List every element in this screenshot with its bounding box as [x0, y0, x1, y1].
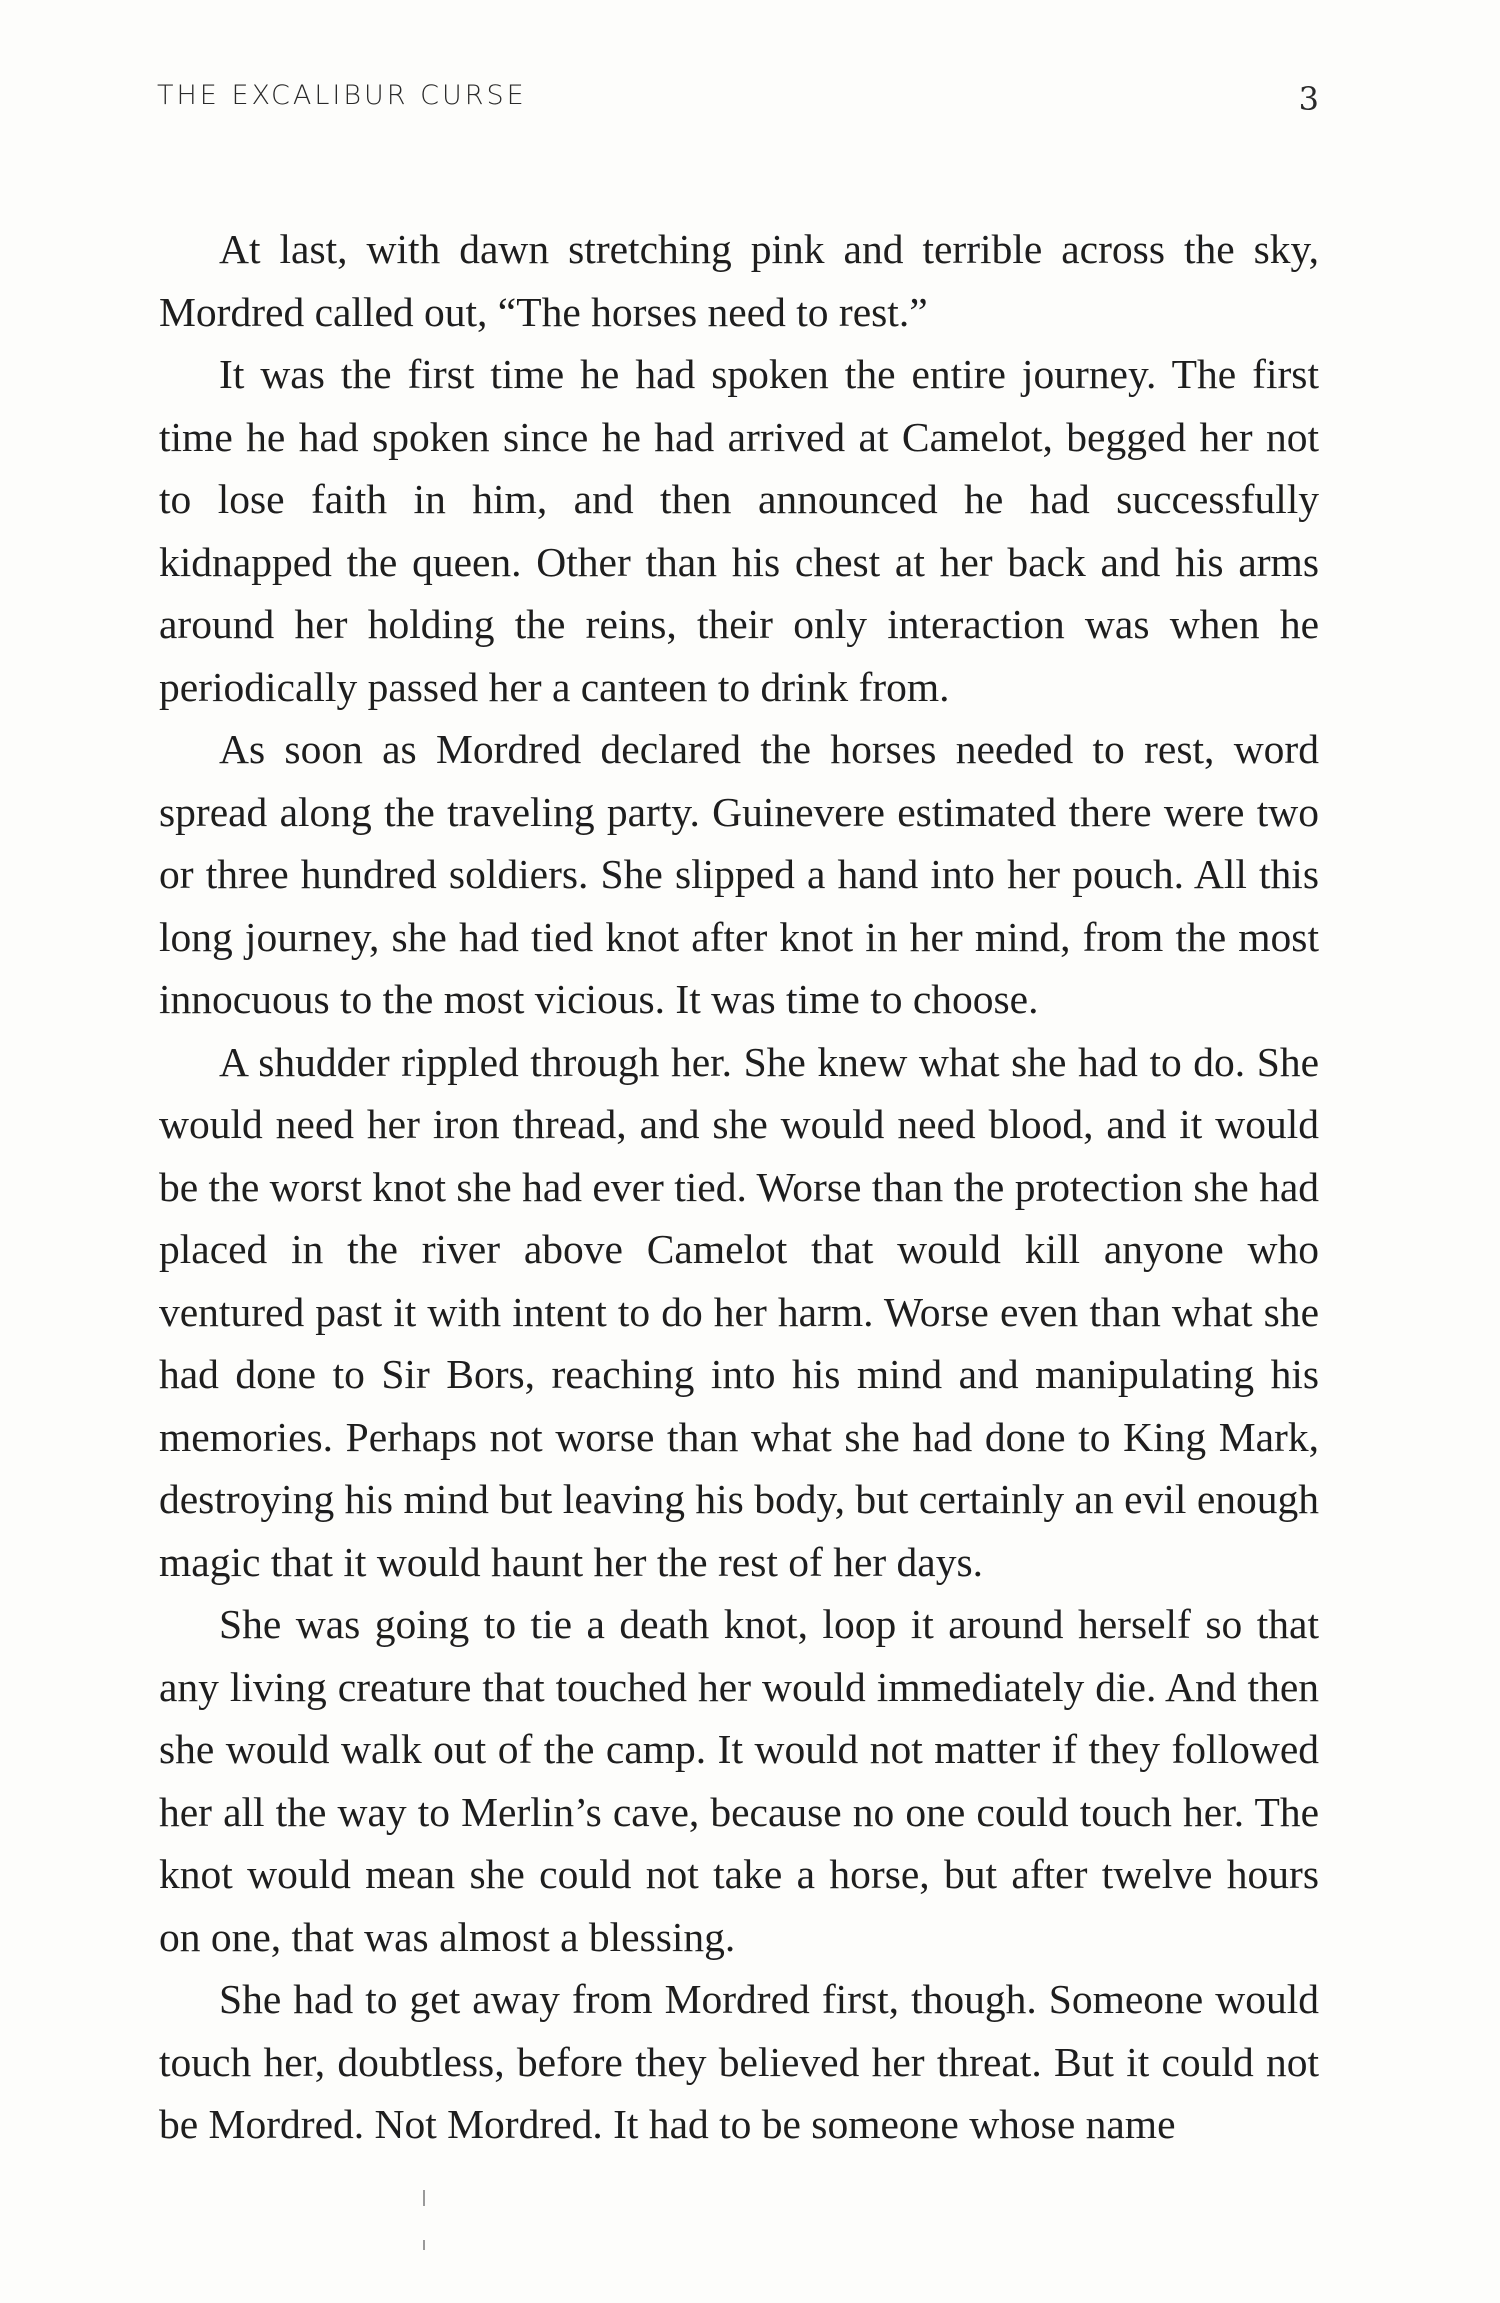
running-title: THE EXCALIBUR CURSE [157, 80, 527, 111]
running-head [157, 80, 1319, 120]
paragraph: At last, with dawn stretching pink and terrible across the sky, Mordred called out, “The horses need to rest.” [159, 226, 1319, 335]
paragraph: It was the first time he had spoken the entire journey. The first time he had spoken since he had arrived at Camelot, begged her not to lose faith in him, and then announced he had successfully kidnapped the queen. Other than his chest at her back and his arms around her holding the reins, their only interaction was when he periodically passed her a canteen to drink from. [159, 351, 1319, 710]
paragraph: A shudder rippled through her. She knew what she had to do. She would need her iron thread, and she would need blood, and it would be the worst knot she had ever tied. Worse than the protection she had placed in the river above Camelot that would kill anyone who ventured past it with intent to do her harm. Worse even than what she had done to Sir Bors, reaching into his mind and manipulating his memories. Perhaps not worse than what she had done to King Mark, destroying his mind but leaving his body, but certainly an evil enough magic that it would haunt her the rest of her days. [159, 1038, 1319, 1585]
paragraph: As soon as Mordred declared the horses needed to rest, word spread along the traveling party. Guinevere estimated there were two or three hundred soldiers. She slipped a hand into her pouch. All this long journey, she had tied knot after knot in her mind, from the most innocuous to the most vicious. It was time to choose. [159, 726, 1319, 1022]
paragraph: She had to get away from Mordred first, though. Someone would touch her, doubtless, before they believed her threat. But it could not be Mordred. Not Mordred. It had to be someone whose name [159, 1976, 1319, 2147]
scan-mark [423, 2240, 425, 2250]
page-number: 3 [1298, 80, 1319, 118]
body-text [159, 218, 1319, 2156]
paragraph: She was going to tie a death knot, loop it around herself so that any living creature that touched her would immediately die. And then she would walk out of the camp. It would not matter if they followed her all the way to Merlin’s cave, because no one could touch her. The knot would mean she could not take a horse, but after twelve hours on one, that was almost a blessing. [159, 1601, 1319, 1960]
scan-mark [423, 2190, 425, 2206]
